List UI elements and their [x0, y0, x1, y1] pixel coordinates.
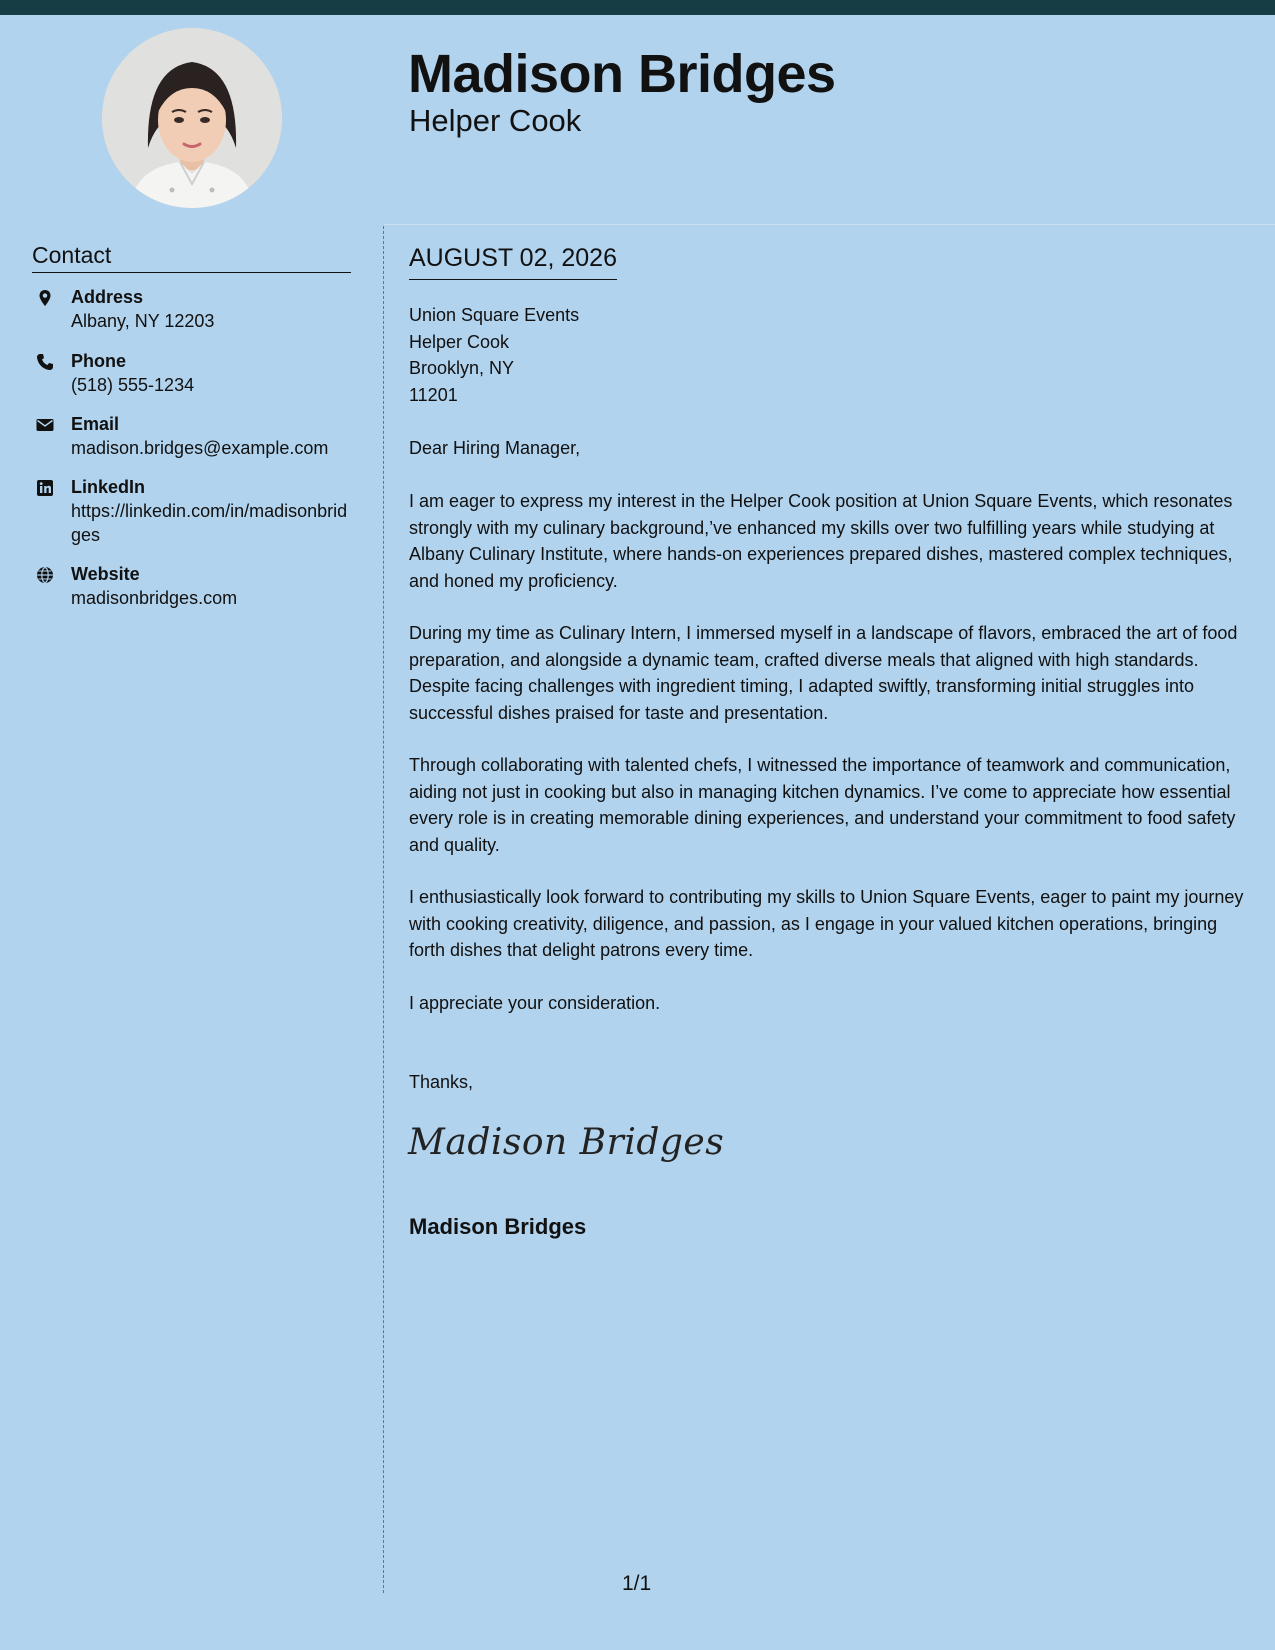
recipient-city: Brooklyn, NY [409, 358, 515, 378]
contact-address [32, 285, 352, 333]
recipient-zip: 11201 [409, 384, 458, 405]
contact-heading: Contact [32, 240, 351, 273]
letter-paragraph: I enthusiastically look forward to contributing my skills to Union Square Events, eager to paint my journey with cooking creativity, diligence, and passion, as I engage in your valued kitchen operations, bringing forth dishes that delight patrons every time. [409, 887, 1244, 960]
contact-linkedin [32, 475, 352, 547]
applicant-title: Helper Cook [409, 103, 582, 138]
contact-value[interactable]: madisonbridges.com [71, 588, 238, 608]
contact-label: Website [71, 564, 140, 584]
linkedin-icon [36, 479, 54, 497]
recipient-company: Union Square Events [409, 305, 580, 325]
contact-label: Phone [71, 351, 127, 371]
globe-icon [36, 566, 54, 584]
contact-value: (518) 555-1234 [71, 375, 195, 395]
contact-value[interactable]: madison.bridges@example.com [71, 438, 329, 458]
contact-label: Address [71, 287, 144, 307]
contact-label: LinkedIn [71, 477, 146, 497]
contact-label: Email [71, 414, 120, 434]
column-divider [383, 226, 384, 1593]
contact-value[interactable]: https://linkedin.com/in/madisonbridges [71, 501, 348, 545]
contact-phone [32, 349, 352, 397]
closing-line: I appreciate your consideration. [409, 993, 661, 1013]
letter-paragraph: I am eager to express my interest in the Helper Cook position at Union Square Events, which resonates strongly with my culinary background,’ve enhanced my skills over two fulfilling years while studying at Albany Culinary Institute, where hands-on experiences prepared dishes, mastered complex techniques, and honed my proficiency. [409, 491, 1233, 591]
signoff: Thanks, [409, 1072, 474, 1092]
salutation: Dear Hiring Manager, [409, 438, 581, 458]
envelope-icon [36, 416, 54, 434]
recipient-block [409, 302, 579, 408]
signed-name: Madison Bridges [409, 1214, 587, 1239]
applicant-name: Madison Bridges [408, 44, 836, 104]
phone-icon [36, 353, 54, 371]
contact-email [32, 412, 352, 460]
recipient-position: Helper Cook [409, 331, 510, 352]
contact-website [32, 562, 352, 610]
top-color-band [0, 0, 1275, 15]
letter-paragraph: Through collaborating with talented chefs, I witnessed the importance of teamwork and communication, aiding not just in cooking but also in managing kitchen dynamics. I’ve come to appreciate how essential every role is in creating memorable dining experiences, and understand your commitment to food safety and quality. [409, 755, 1236, 855]
letter-paragraph: During my time as Culinary Intern, I immersed myself in a landscape of flavors, embraced the art of food preparation, and alongside a dynamic team, crafted diverse meals that aligned with high standards. Despite facing challenges with ingredient timing, I adapted swiftly, transforming initial struggles into successful dishes praised for taste and presentation. [409, 623, 1238, 723]
profile-photo [102, 28, 282, 208]
contact-value: Albany, NY 12203 [71, 311, 215, 331]
page-number: 1/1 [622, 1572, 652, 1595]
header-divider [384, 224, 1275, 225]
handwritten-signature: Madison Bridges [408, 1122, 725, 1163]
letter-date: AUGUST 02, 2026 [409, 243, 617, 280]
map-pin-icon [36, 289, 54, 307]
